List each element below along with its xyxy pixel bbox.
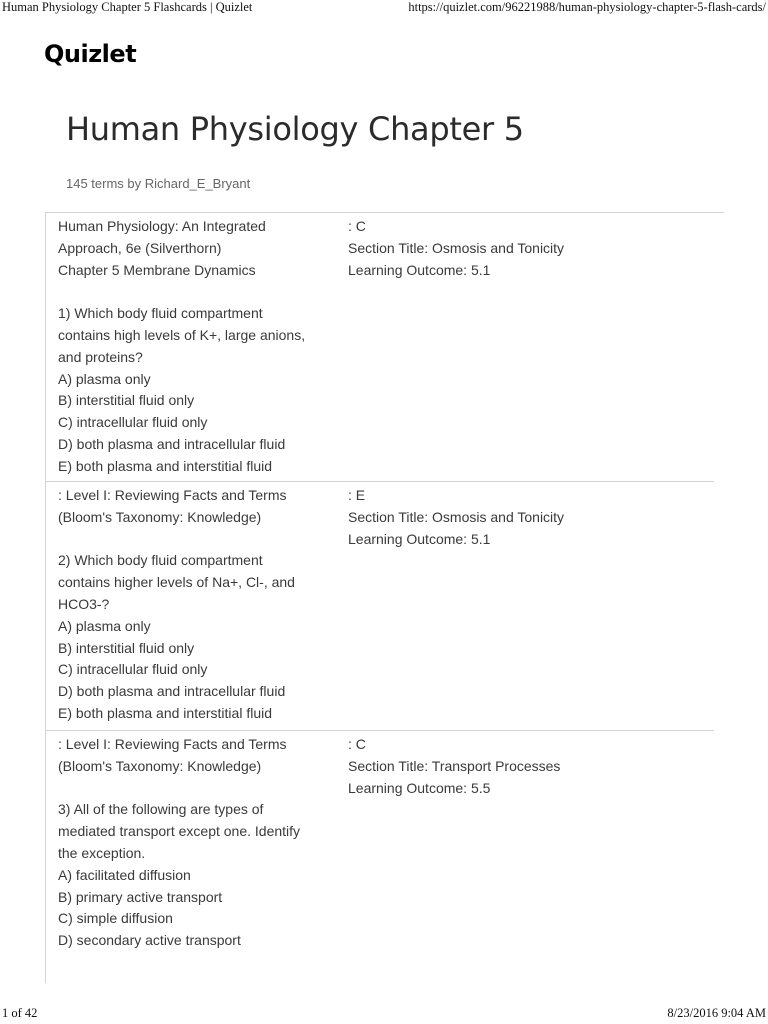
card-definition [348,216,708,281]
term-line: E) both plasma and interstitial fluid [58,457,272,474]
card-definition [348,485,708,550]
term-line: C) simple diffusion [58,910,173,927]
term-line: 3) All of the following are types of [58,801,264,818]
term-line: contains higher levels of Na+, Cl-, and [58,574,295,591]
definition-line: : E [348,487,366,503]
term-line: C) intracellular fluid only [58,661,208,678]
flashcard [46,216,714,482]
term-line: D) both plasma and intracellular fluid [58,435,286,452]
term-line: E) both plasma and interstitial fluid [58,704,272,721]
flashcard [46,485,714,731]
term-line: : Level I: Reviewing Facts and Terms [58,736,287,752]
set-title: Human Physiology Chapter 5 [66,110,524,148]
term-line: B) interstitial fluid only [58,392,195,409]
card-term [58,485,328,725]
term-line: Human Physiology: An Integrated [58,218,266,234]
term-line: and proteins? [58,348,143,365]
quizlet-logo[interactable]: Quizlet [44,40,137,68]
print-footer [0,1006,768,1022]
card-definition [348,734,708,799]
term-line: contains high levels of K+, large anions, [58,326,306,343]
term-line: D) both plasma and intracellular fluid [58,683,286,700]
term-line: A) plasma only [58,370,151,387]
definition-line: Section Title: Osmosis and Tonicity [348,239,565,256]
term-line: HCO3-? [58,595,110,612]
card-term [58,734,328,952]
term-line: (Bloom's Taxonomy: Knowledge) [58,757,262,774]
term-line: Chapter 5 Membrane Dynamics [58,261,256,278]
print-header [0,0,768,16]
print-page-url: https://quizlet.com/96221988/human-physiology-chapter-5-flash-cards/ [408,0,766,14]
term-line: the exception. [58,844,146,861]
term-line: A) plasma only [58,617,151,634]
term-line: : Level I: Reviewing Facts and Terms [58,487,287,503]
definition-line: Section Title: Transport Processes [348,757,561,774]
term-line: A) facilitated diffusion [58,866,191,883]
term-line: B) interstitial fluid only [58,639,195,656]
definition-line: Learning Outcome: 5.1 [348,530,491,547]
definition-line: : C [348,736,366,752]
term-line: C) intracellular fluid only [58,414,208,431]
definition-line: Section Title: Osmosis and Tonicity [348,508,565,525]
print-datetime: 8/23/2016 9:04 AM [667,1006,766,1020]
set-byline: 145 terms by Richard_E_Bryant [66,176,251,191]
flashcard [46,734,714,964]
definition-line: Learning Outcome: 5.1 [348,261,491,278]
term-line: B) primary active transport [58,888,223,905]
term-line: Approach, 6e (Silverthorn) [58,239,222,256]
page-count: 1 of 42 [2,1006,38,1020]
term-line: mediated transport except one. Identify [58,823,301,840]
term-line: D) secondary active transport [58,932,241,949]
term-line: (Bloom's Taxonomy: Knowledge) [58,508,262,525]
definition-line: Learning Outcome: 5.5 [348,779,491,796]
definition-line: : C [348,218,366,234]
print-page-title: Human Physiology Chapter 5 Flashcards | Quizlet [2,0,253,14]
term-line: 1) Which body fluid compartment [58,305,263,322]
card-term [58,216,328,478]
term-line: 2) Which body fluid compartment [58,552,263,569]
